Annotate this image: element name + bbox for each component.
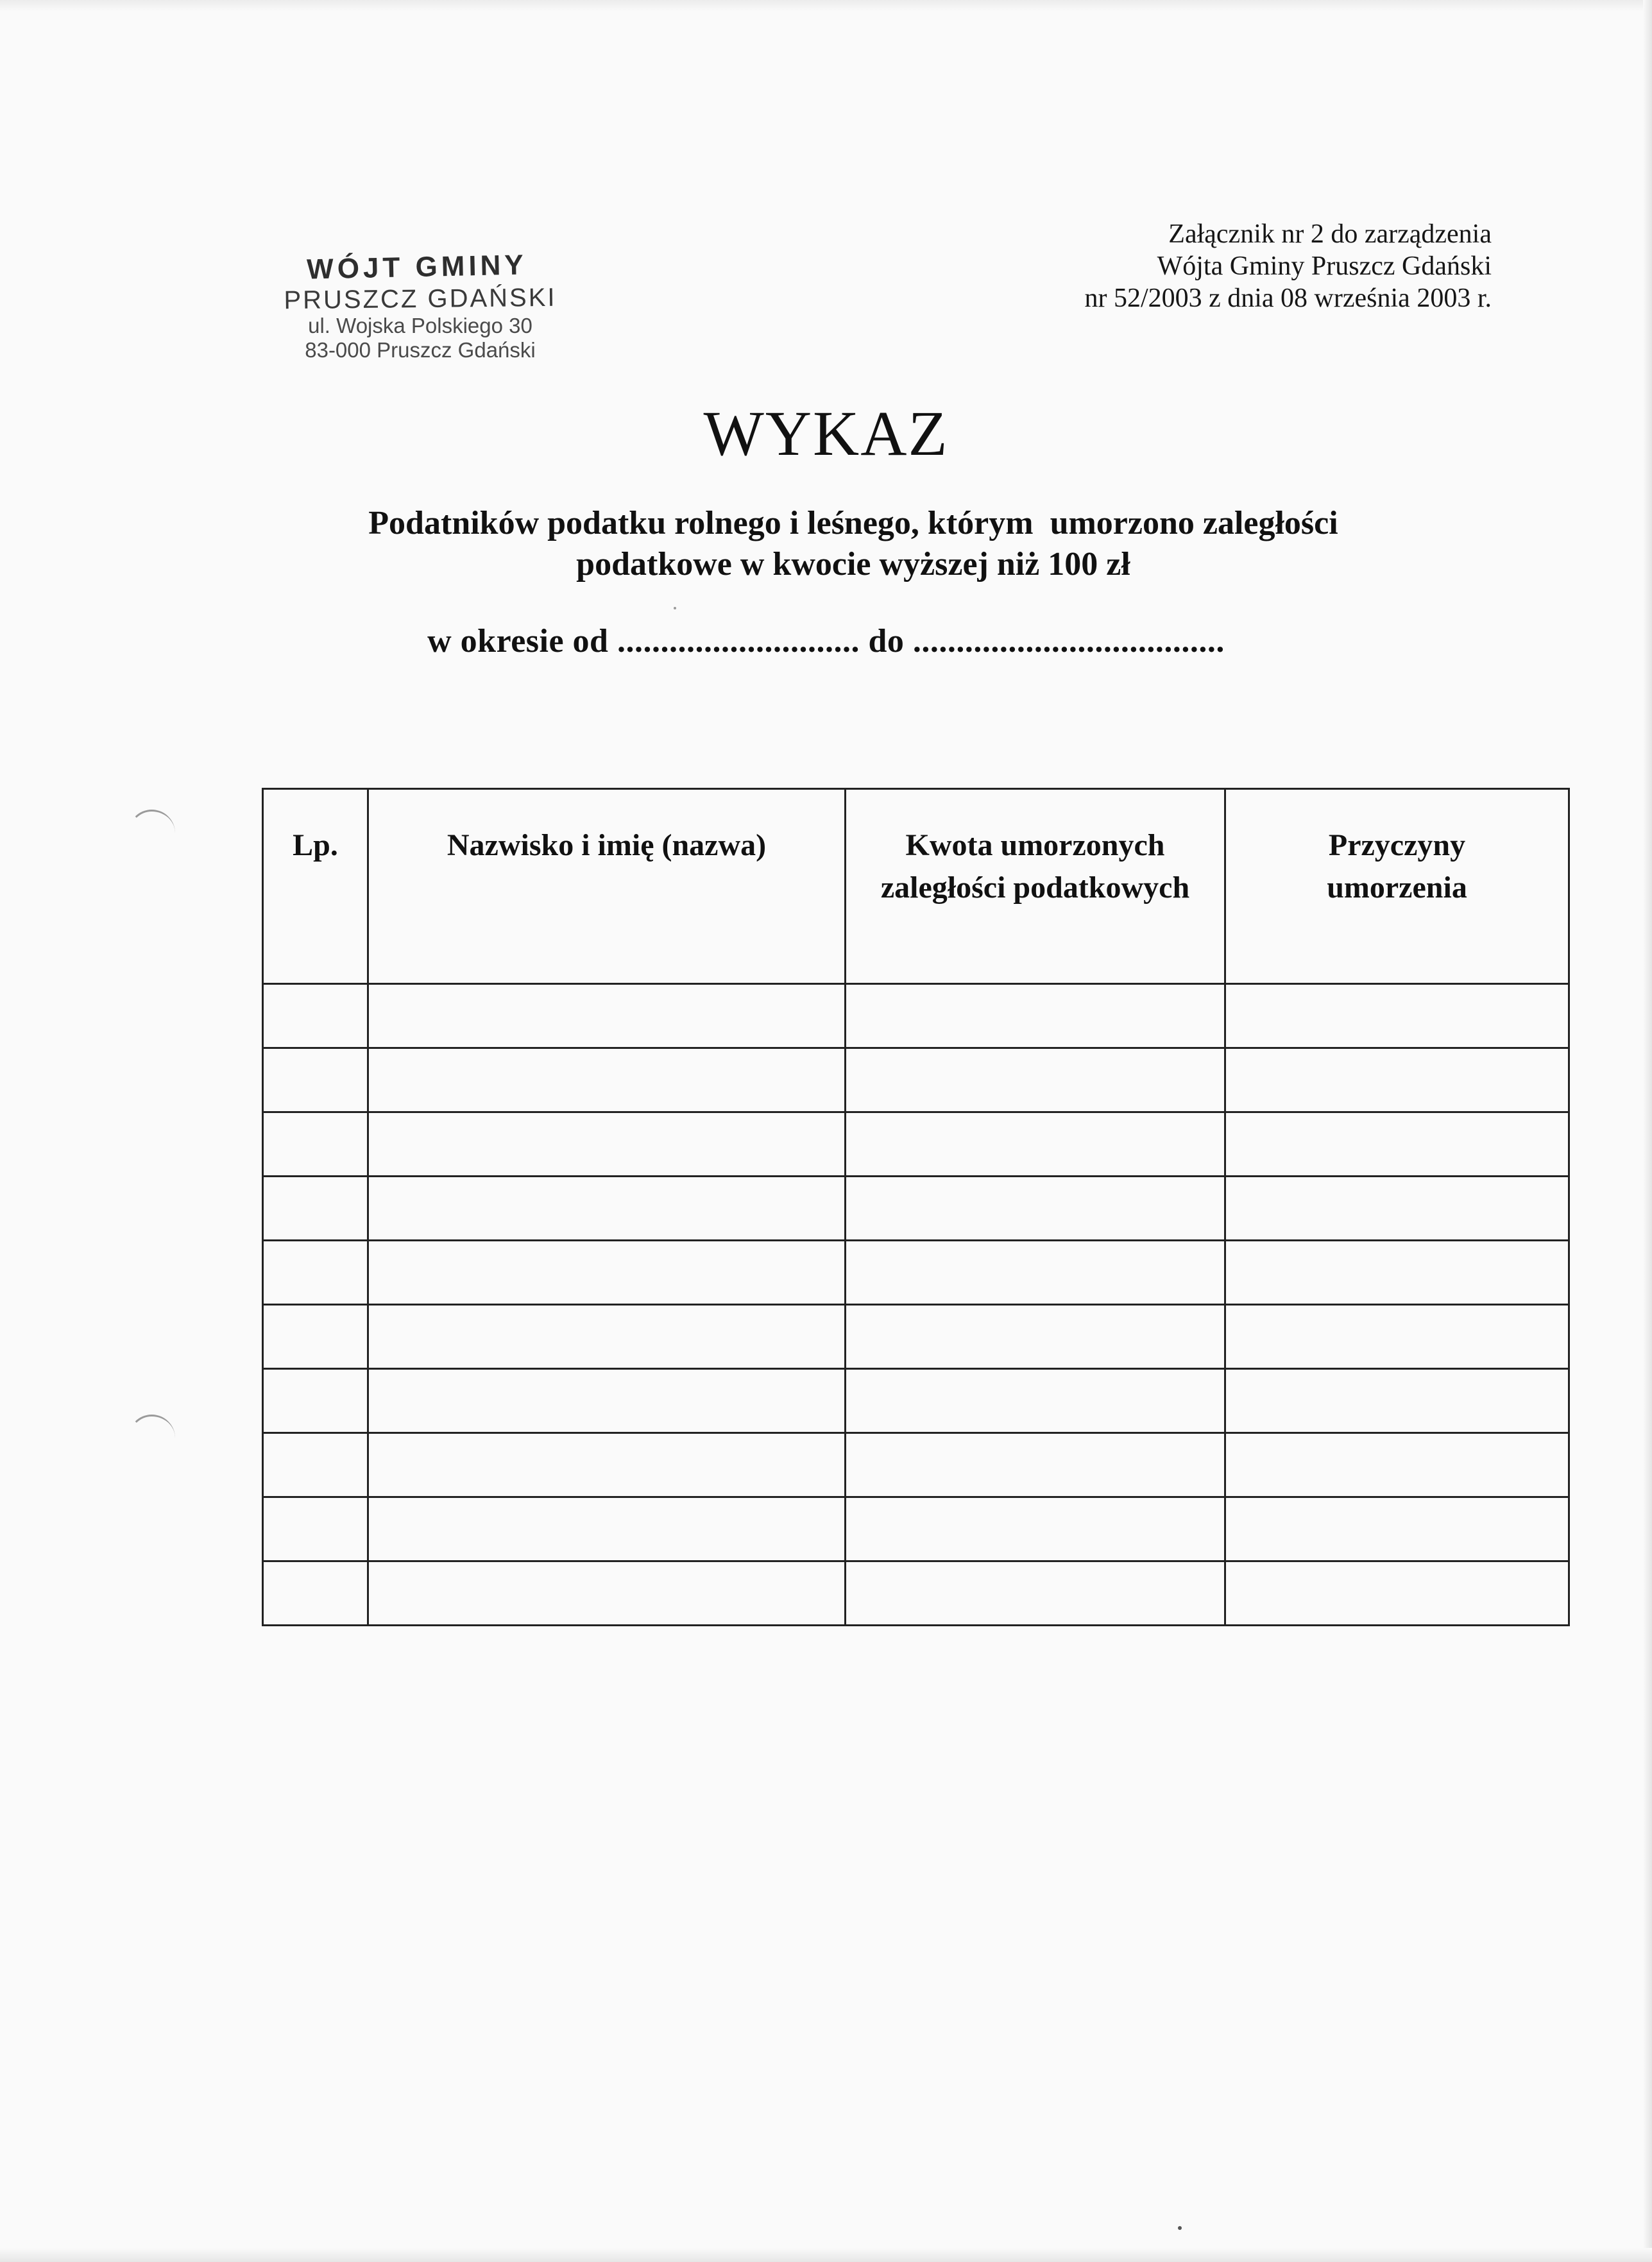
cell-reason <box>1225 984 1569 1048</box>
table-header-row <box>263 789 1569 984</box>
cell-name <box>368 1433 846 1497</box>
table-row <box>263 1112 1569 1177</box>
cell-name <box>368 1112 846 1177</box>
cell-name <box>368 1369 846 1433</box>
cell-reason <box>1225 1241 1569 1305</box>
table-row <box>263 1177 1569 1241</box>
table-row <box>263 1369 1569 1433</box>
cell-name <box>368 1177 846 1241</box>
document-title: WYKAZ <box>703 398 949 469</box>
cell-amount <box>846 1561 1225 1626</box>
table-row <box>263 1561 1569 1626</box>
cell-amount <box>846 1048 1225 1112</box>
cell-name <box>368 1241 846 1305</box>
cell-amount <box>846 1305 1225 1369</box>
cell-lp <box>263 1561 368 1626</box>
cell-reason <box>1225 1177 1569 1241</box>
cell-reason <box>1225 1497 1569 1561</box>
subtitle-line: Podatników podatku rolnego i leśnego, którym umorzono zaległości <box>368 505 1338 541</box>
header-name: Nazwisko i imię (nazwa) <box>368 789 846 984</box>
cell-lp <box>263 1369 368 1433</box>
table-row <box>263 1048 1569 1112</box>
cell-amount <box>846 1497 1225 1561</box>
cell-lp <box>263 1112 368 1177</box>
table-body <box>263 984 1569 1626</box>
table-row <box>263 1497 1569 1561</box>
cell-reason <box>1225 1112 1569 1177</box>
stamp-street: ul. Wojska Polskiego 30 <box>308 314 532 337</box>
scan-speck <box>674 607 676 609</box>
cell-amount <box>846 1177 1225 1241</box>
stamp-municipality: PRUSZCZ GDAŃSKI <box>284 283 557 315</box>
cell-amount <box>846 984 1225 1048</box>
table-row <box>263 984 1569 1048</box>
scan-edge-right <box>1643 0 1652 2262</box>
header-amount: Kwota umorzonych zaległości podatkowych <box>846 789 1225 984</box>
period-line: w okresie od ............................ do .................................... <box>427 623 1225 659</box>
table-row <box>263 1305 1569 1369</box>
header-reason: Przyczyny umorzenia <box>1225 789 1569 984</box>
cell-lp <box>263 1241 368 1305</box>
attachment-note <box>914 218 1492 314</box>
scan-edge-top <box>0 0 1652 12</box>
cell-reason <box>1225 1433 1569 1497</box>
cell-name <box>368 984 846 1048</box>
cell-reason <box>1225 1561 1569 1626</box>
cell-lp <box>263 1305 368 1369</box>
scan-edge-bottom <box>0 2248 1652 2262</box>
attachment-line: Wójta Gminy Pruszcz Gdański <box>1157 251 1492 281</box>
cell-amount <box>846 1112 1225 1177</box>
punch-hole-mark <box>128 810 175 856</box>
cell-name <box>368 1561 846 1626</box>
cell-reason <box>1225 1048 1569 1112</box>
cell-lp <box>263 1177 368 1241</box>
attachment-line: nr 52/2003 z dnia 08 września 2003 r. <box>1084 284 1492 313</box>
cell-reason <box>1225 1305 1569 1369</box>
cell-lp <box>263 1048 368 1112</box>
cell-name <box>368 1048 846 1112</box>
cell-name <box>368 1305 846 1369</box>
header-lp: Lp. <box>263 789 368 984</box>
cell-reason <box>1225 1369 1569 1433</box>
register-table <box>262 788 1570 1626</box>
table-row <box>263 1433 1569 1497</box>
cell-amount <box>846 1369 1225 1433</box>
stamp-office-name: WÓJT GMINY <box>306 249 528 285</box>
document-subtitle <box>192 503 1514 585</box>
office-stamp <box>253 251 587 362</box>
scan-speck <box>1178 2226 1182 2230</box>
table-row <box>263 1241 1569 1305</box>
stamp-postal-city: 83-000 Pruszcz Gdański <box>305 338 536 362</box>
cell-amount <box>846 1241 1225 1305</box>
cell-lp <box>263 1497 368 1561</box>
punch-hole-mark <box>128 1415 175 1461</box>
attachment-line: Załącznik nr 2 do zarządzenia <box>1168 219 1492 249</box>
subtitle-line: podatkowe w kwocie wyższej niż 100 zł <box>576 546 1130 583</box>
cell-amount <box>846 1433 1225 1497</box>
cell-lp <box>263 1433 368 1497</box>
cell-lp <box>263 984 368 1048</box>
cell-name <box>368 1497 846 1561</box>
